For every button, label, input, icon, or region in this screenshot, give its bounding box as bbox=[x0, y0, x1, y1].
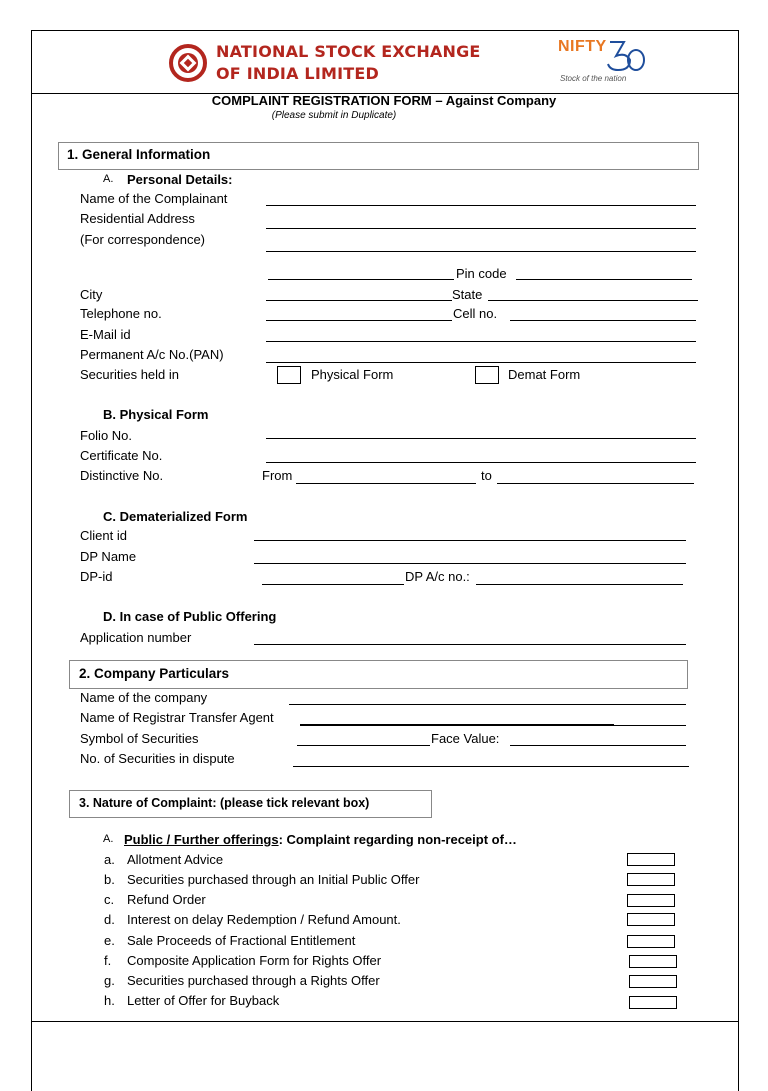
complaint-item-marker: e. bbox=[104, 933, 115, 948]
label-telephone: Telephone no. bbox=[80, 306, 162, 321]
label-pin-code: Pin code bbox=[456, 266, 507, 281]
field-pan[interactable] bbox=[266, 362, 696, 363]
label-correspondence: (For correspondence) bbox=[80, 232, 205, 247]
subsection-c-heading: C. Dematerialized Form bbox=[103, 509, 248, 524]
field-application-number[interactable] bbox=[254, 644, 686, 645]
section-1-heading: 1. General Information bbox=[67, 147, 211, 162]
field-face-value[interactable] bbox=[510, 745, 686, 746]
label-email: E-Mail id bbox=[80, 327, 131, 342]
field-registrar-ext[interactable] bbox=[614, 725, 686, 726]
field-registrar[interactable] bbox=[300, 724, 614, 726]
complaint-item-marker: h. bbox=[104, 993, 115, 1008]
label-demat-form: Demat Form bbox=[508, 367, 581, 382]
label-securities-dispute: No. of Securities in dispute bbox=[80, 751, 235, 766]
complaint-item-marker: g. bbox=[104, 973, 115, 988]
field-complainant-name[interactable] bbox=[266, 205, 696, 206]
field-securities-dispute[interactable] bbox=[293, 766, 689, 767]
section-3-heading: 3. Nature of Complaint: (please tick relevant box) bbox=[79, 796, 370, 810]
checkbox-demat-form[interactable] bbox=[475, 366, 499, 384]
complaint-item-text: Securities purchased through a Rights Offer bbox=[127, 973, 380, 988]
checkbox-physical-form[interactable] bbox=[277, 366, 301, 384]
label-certificate: Certificate No. bbox=[80, 448, 163, 463]
label-symbol: Symbol of Securities bbox=[80, 731, 199, 746]
complaint-item-marker: d. bbox=[104, 912, 115, 927]
org-name-line1: NATIONAL STOCK EXCHANGE bbox=[216, 42, 481, 61]
complaint-item-marker: c. bbox=[104, 892, 115, 907]
section-2-heading: 2. Company Particulars bbox=[79, 666, 230, 681]
label-folio: Folio No. bbox=[80, 428, 133, 443]
complaint-item-marker: b. bbox=[104, 872, 115, 887]
field-certificate[interactable] bbox=[266, 462, 696, 463]
field-email[interactable] bbox=[266, 341, 696, 342]
nifty-50-icon bbox=[606, 36, 646, 74]
label-registrar: Name of Registrar Transfer Agent bbox=[80, 710, 274, 725]
nse-logo-icon bbox=[168, 43, 208, 83]
complaint-item-marker: a. bbox=[104, 852, 115, 867]
label-state: State bbox=[452, 287, 483, 302]
field-address-line1[interactable] bbox=[266, 228, 696, 229]
field-city[interactable] bbox=[266, 300, 452, 301]
subsection-3a-title: Public / Further offerings bbox=[124, 832, 279, 847]
complaint-item-checkbox[interactable] bbox=[629, 975, 677, 988]
field-distinctive-from[interactable] bbox=[296, 483, 476, 484]
label-distinctive: Distinctive No. bbox=[80, 468, 164, 483]
label-client-id: Client id bbox=[80, 528, 127, 543]
subsection-a-label: Personal Details: bbox=[127, 172, 233, 187]
field-symbol[interactable] bbox=[297, 745, 430, 746]
label-securities-held: Securities held in bbox=[80, 367, 179, 382]
field-telephone[interactable] bbox=[266, 320, 452, 321]
form-subtitle: (Please submit in Duplicate) bbox=[271, 110, 397, 121]
complaint-item-text: Composite Application Form for Rights Offer bbox=[127, 953, 382, 968]
field-pin-code[interactable] bbox=[516, 279, 692, 280]
nifty-tagline: Stock of the nation bbox=[560, 74, 627, 83]
footer-rule bbox=[31, 1021, 738, 1022]
org-name-line2: OF INDIA LIMITED bbox=[216, 64, 379, 83]
label-face-value: Face Value: bbox=[431, 731, 500, 746]
complaint-item-checkbox[interactable] bbox=[629, 955, 677, 968]
complaint-item-text: Interest on delay Redemption / Refund Amount. bbox=[127, 912, 401, 927]
label-dp-name: DP Name bbox=[80, 549, 137, 564]
page-frame bbox=[31, 30, 739, 1091]
field-folio[interactable] bbox=[266, 438, 696, 439]
field-dp-ac[interactable] bbox=[476, 584, 683, 585]
label-company-name: Name of the company bbox=[80, 690, 208, 705]
subsection-3a-heading bbox=[124, 832, 517, 847]
subsection-3a-marker: A. bbox=[103, 833, 114, 845]
label-city: City bbox=[80, 287, 103, 302]
label-to: to bbox=[481, 468, 492, 483]
label-physical-form: Physical Form bbox=[311, 367, 394, 382]
complaint-item-marker: f. bbox=[104, 953, 112, 968]
label-from: From bbox=[262, 468, 293, 483]
nifty-logo bbox=[556, 36, 646, 86]
subsection-a-marker: A. bbox=[103, 173, 114, 185]
field-client-id[interactable] bbox=[254, 540, 686, 541]
complaint-item-checkbox[interactable] bbox=[627, 873, 675, 886]
subsection-d-heading: D. In case of Public Offering bbox=[103, 609, 277, 624]
complaint-item-text: Securities purchased through an Initial Public Offer bbox=[127, 872, 420, 887]
label-application-number: Application number bbox=[80, 630, 192, 645]
complaint-item-checkbox[interactable] bbox=[627, 913, 675, 926]
label-residential-address: Residential Address bbox=[80, 211, 195, 226]
field-state[interactable] bbox=[488, 300, 698, 301]
complaint-item-text: Refund Order bbox=[127, 892, 206, 907]
complaint-item-checkbox[interactable] bbox=[627, 935, 675, 948]
field-address-line2[interactable] bbox=[266, 251, 696, 252]
field-dp-name[interactable] bbox=[254, 563, 686, 564]
complaint-item-checkbox[interactable] bbox=[627, 853, 675, 866]
field-cell[interactable] bbox=[510, 320, 696, 321]
field-address-line3[interactable] bbox=[268, 279, 454, 280]
complaint-item-checkbox[interactable] bbox=[629, 996, 677, 1009]
form-title: COMPLAINT REGISTRATION FORM – Against Company bbox=[211, 93, 557, 108]
label-pan: Permanent A/c No.(PAN) bbox=[80, 347, 224, 362]
complaint-item-text: Letter of Offer for Buyback bbox=[127, 993, 280, 1008]
complaint-item-checkbox[interactable] bbox=[627, 894, 675, 907]
field-company-name[interactable] bbox=[289, 704, 686, 705]
subsection-3a-rest: : Complaint regarding non-receipt of… bbox=[278, 832, 517, 847]
subsection-b-heading: B. Physical Form bbox=[103, 407, 209, 422]
label-dp-id: DP-id bbox=[80, 569, 113, 584]
complaint-item-text: Sale Proceeds of Fractional Entitlement bbox=[127, 933, 356, 948]
label-dp-ac: DP A/c no.: bbox=[405, 569, 470, 584]
field-dp-id[interactable] bbox=[262, 584, 404, 585]
nifty-text: NIFTY bbox=[558, 38, 607, 55]
label-complainant-name: Name of the Complainant bbox=[80, 191, 228, 206]
field-distinctive-to[interactable] bbox=[497, 483, 694, 484]
complaint-item-text: Allotment Advice bbox=[127, 852, 224, 867]
label-cell: Cell no. bbox=[453, 306, 498, 321]
